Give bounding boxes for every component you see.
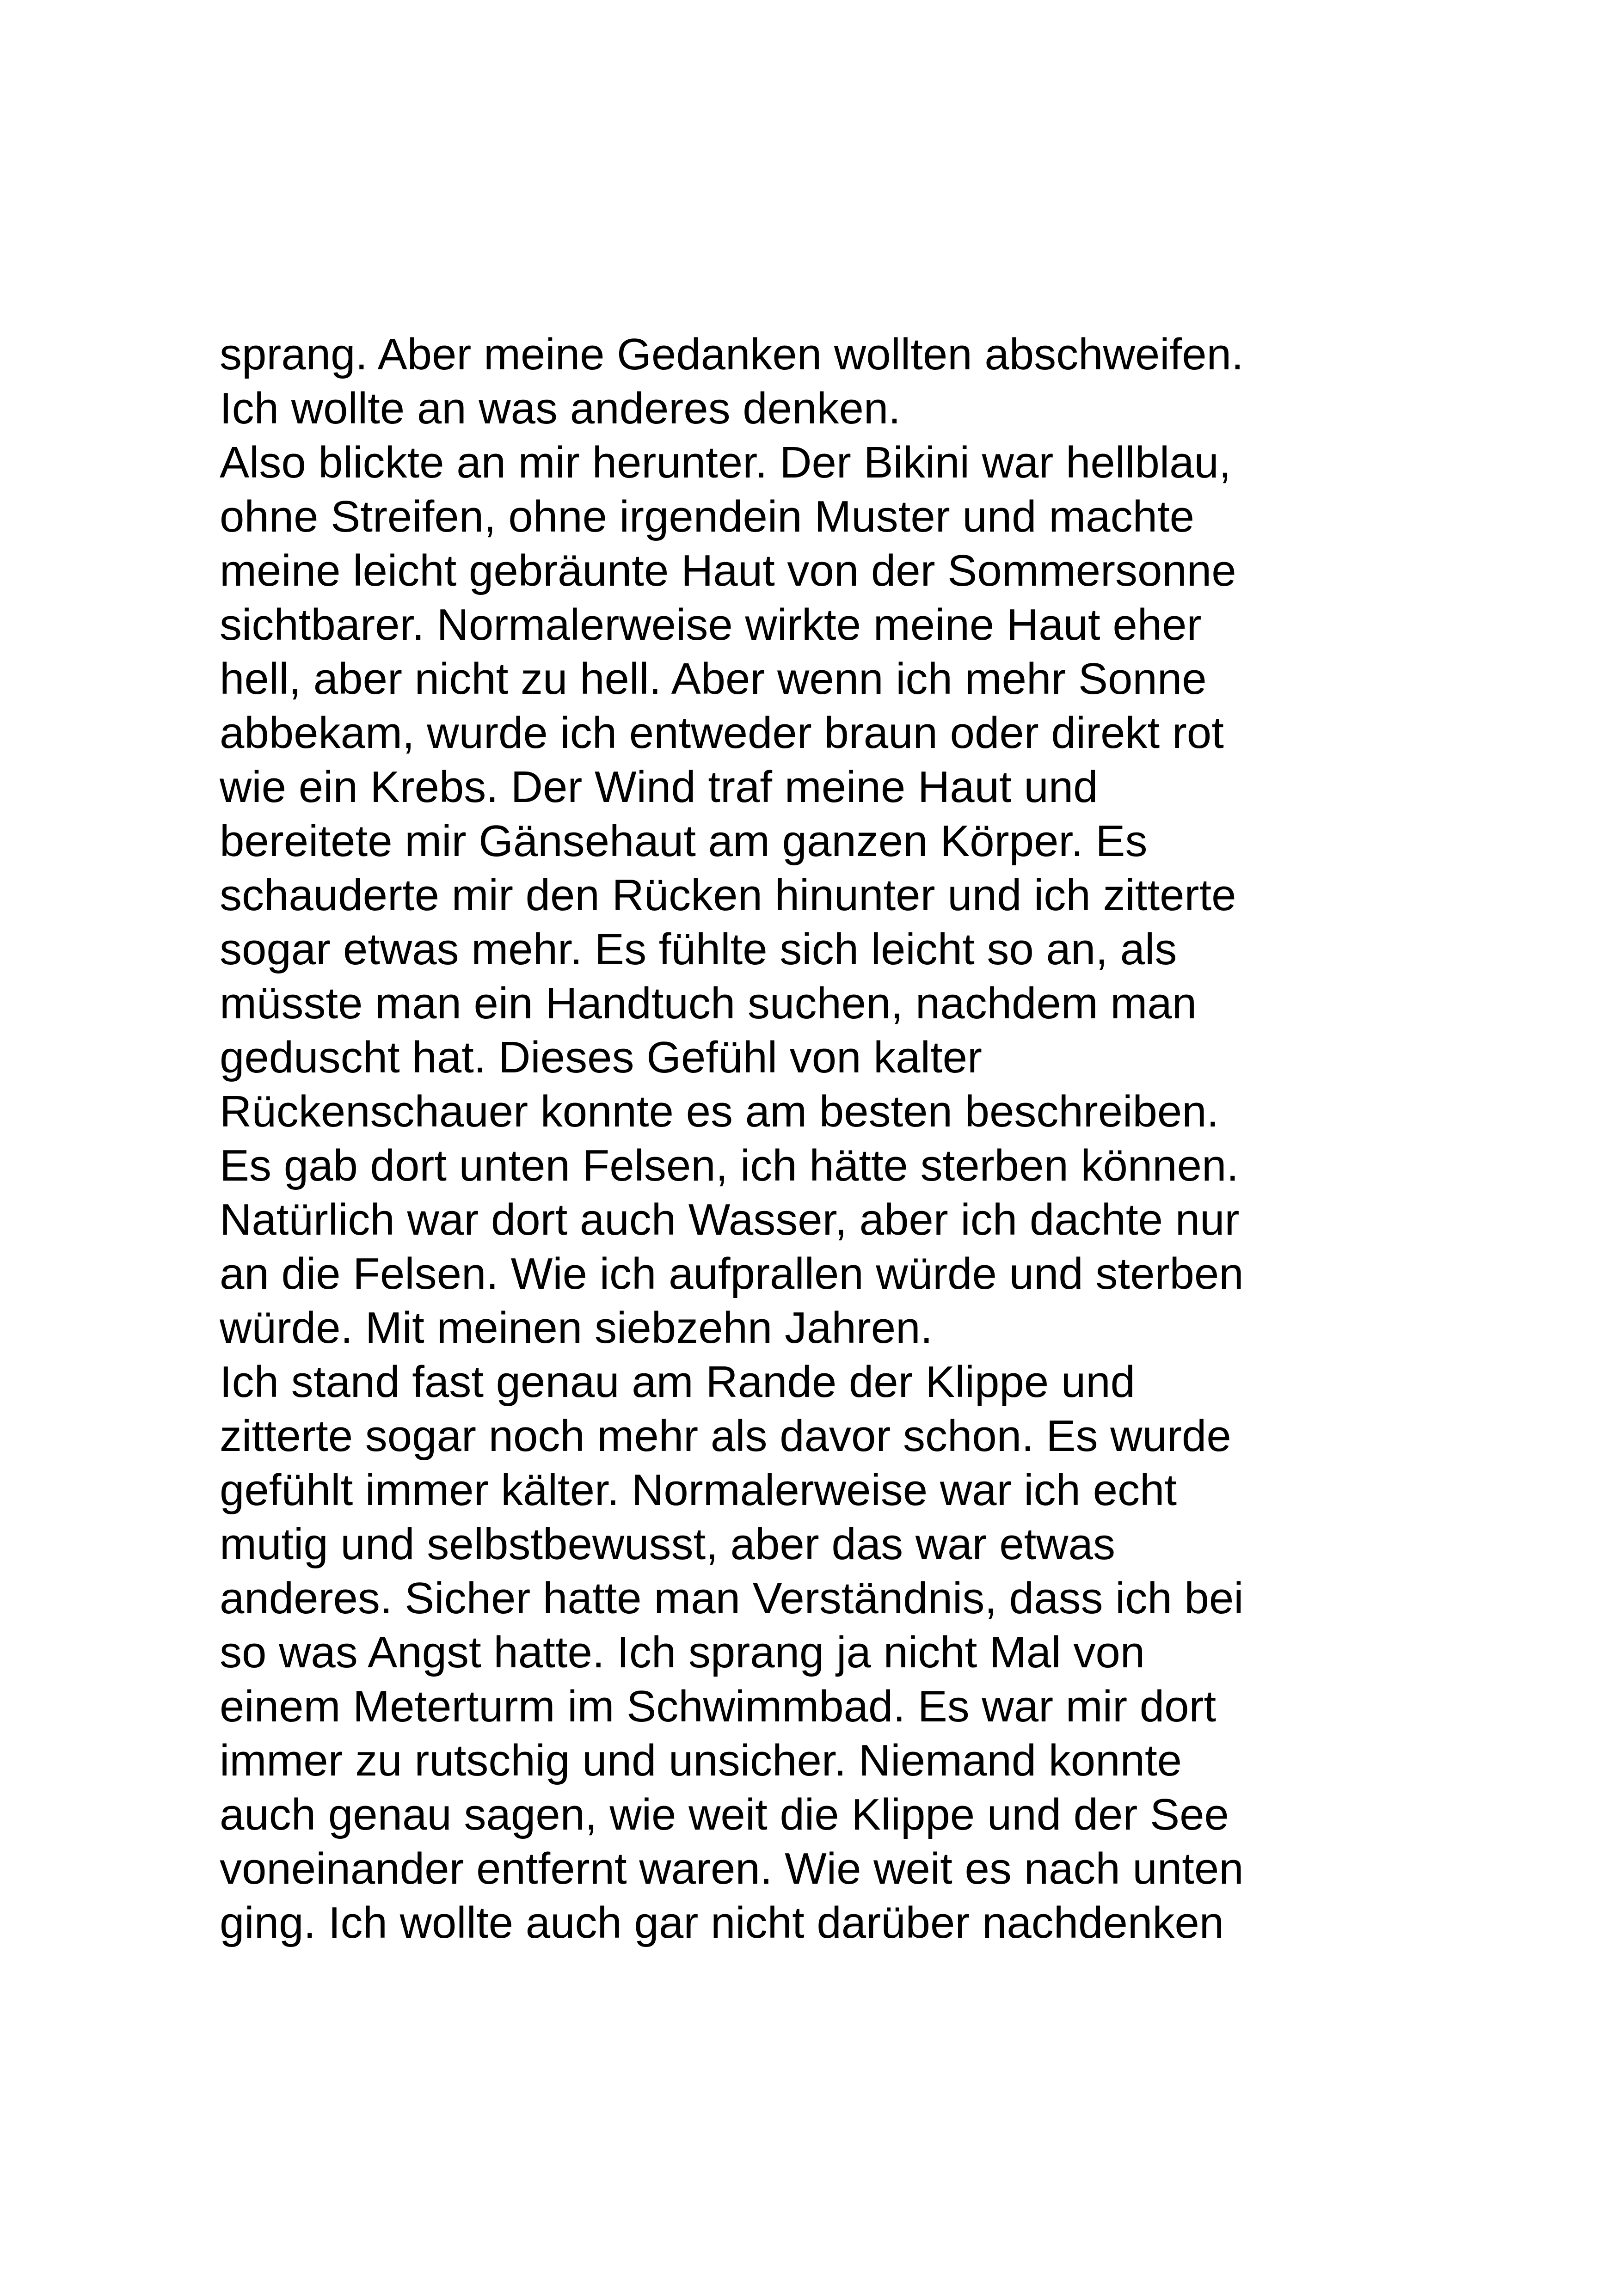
text-line: würde. Mit meinen siebzehn Jahren.	[220, 1303, 933, 1353]
text-line: Ich stand fast genau am Rande der Klippe und	[220, 1357, 1135, 1407]
text-line: so was Angst hatte. Ich sprang ja nicht Mal von	[220, 1628, 1145, 1677]
text-line: immer zu rutschig und unsicher. Niemand konnte	[220, 1736, 1182, 1785]
text-line: schauderte mir den Rücken hinunter und ich zitterte	[220, 870, 1236, 920]
text-line: sichtbarer. Normalerweise wirkte meine Haut eher	[220, 600, 1202, 649]
text-line: sogar etwas mehr. Es fühlte sich leicht so an, als	[220, 925, 1177, 974]
text-line: auch genau sagen, wie weit die Klippe und der See	[220, 1790, 1229, 1839]
text-line: geduscht hat. Dieses Gefühl von kalter	[220, 1033, 982, 1082]
text-line: wie ein Krebs. Der Wind traf meine Haut und	[220, 762, 1098, 812]
text-line: ohne Streifen, ohne irgendein Muster und machte	[220, 492, 1195, 541]
text-line: sprang. Aber meine Gedanken wollten abschweifen.	[220, 330, 1244, 379]
text-line: gefühlt immer kälter. Normalerweise war ich echt	[220, 1465, 1177, 1515]
text-line: Rückenschauer konnte es am besten beschreiben.	[220, 1087, 1219, 1136]
text-line: Natürlich war dort auch Wasser, aber ich dachte nur	[220, 1195, 1240, 1244]
text-line: ging. Ich wollte auch gar nicht darüber nachdenken	[220, 1898, 1224, 1947]
text-line: hell, aber nicht zu hell. Aber wenn ich mehr Sonne	[220, 654, 1207, 704]
text-line: abbekam, wurde ich entweder braun oder direkt rot	[220, 708, 1224, 758]
text-line: zitterte sogar noch mehr als davor schon. Es wurde	[220, 1411, 1231, 1461]
text-line: mutig und selbstbewusst, aber das war etwas	[220, 1519, 1115, 1569]
text-line: meine leicht gebräunte Haut von der Sommersonne	[220, 546, 1236, 595]
text-line: einem Meterturm im Schwimmbad. Es war mir dort	[220, 1682, 1216, 1731]
text-line: anderes. Sicher hatte man Verständnis, dass ich bei	[220, 1574, 1244, 1623]
text-line: an die Felsen. Wie ich aufprallen würde und sterben	[220, 1249, 1244, 1298]
text-line: Also blickte an mir herunter. Der Bikini war hellblau,	[220, 438, 1231, 487]
body-text	[220, 327, 1468, 1950]
text-line: Ich wollte an was anderes denken.	[220, 384, 901, 433]
text-line: Es gab dort unten Felsen, ich hätte sterben können.	[220, 1141, 1239, 1190]
text-line: voneinander entfernt waren. Wie weit es nach unten	[220, 1844, 1244, 1893]
text-line: müsste man ein Handtuch suchen, nachdem man	[220, 979, 1197, 1028]
text-line: bereitete mir Gänsehaut am ganzen Körper. Es	[220, 816, 1148, 866]
